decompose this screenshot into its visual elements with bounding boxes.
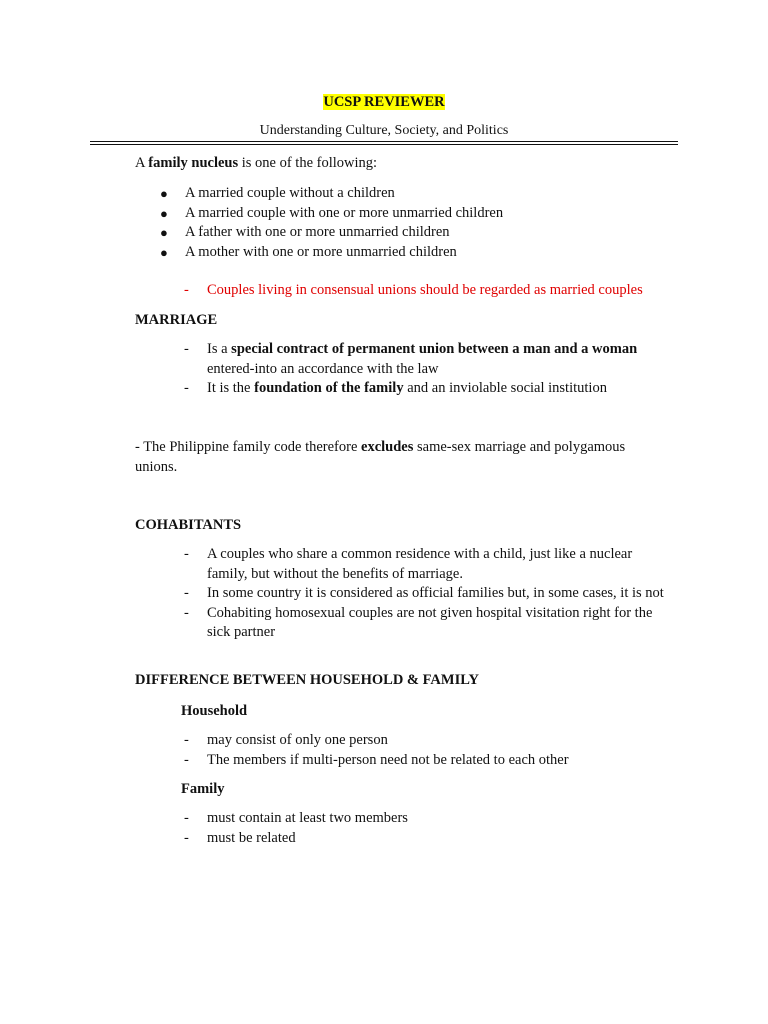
list-item-text: In some country it is considered as official families but, in some cases, it is not	[207, 585, 664, 601]
bullet-icon: ●	[160, 205, 168, 221]
intro-suffix: is one of the following:	[238, 155, 378, 171]
list-item	[182, 281, 682, 301]
list-item	[182, 340, 672, 379]
document-subtitle: Understanding Culture, Society, and Politics	[259, 123, 509, 138]
list-item-text: A mother with one or more unmarried children	[185, 243, 457, 260]
list-item	[182, 751, 672, 771]
list-item	[182, 379, 672, 399]
dash-icon: -	[184, 341, 189, 357]
list-item	[182, 584, 672, 604]
list-item	[182, 604, 672, 643]
dash-icon: -	[184, 732, 189, 748]
consensual-note-text: Couples living in consensual unions should be regarded as married couples	[207, 282, 643, 298]
bullet-icon: ●	[160, 225, 168, 240]
list-item-text: Cohabiting homosexual couples are not given hospital visitation right for the sick partner	[207, 604, 653, 640]
list-item-text: A couples who share a common residence with a child, just like a nuclear family, but without the benefits of marriage.	[207, 546, 633, 582]
family-list	[182, 809, 672, 848]
list-item-text: must be related	[207, 829, 296, 846]
household-heading: Household	[181, 703, 248, 719]
list-item	[160, 204, 680, 224]
marriage-item2-bold: foundation of the family	[254, 380, 404, 396]
list-item-text: The members if multi-person need not be related to each other	[207, 751, 569, 768]
bullet-icon: ●	[160, 186, 168, 201]
marriage-item2-prefix: It is the	[207, 380, 255, 396]
dash-icon: -	[184, 604, 189, 621]
header-rule-bottom	[90, 144, 678, 145]
marriage-item1-suffix: entered-into an accordance with the law	[207, 360, 439, 377]
title-wrap	[0, 93, 768, 113]
list-item	[182, 545, 672, 584]
dash-icon: -	[184, 282, 189, 298]
marriage-heading: MARRIAGE	[135, 312, 218, 328]
document-title: UCSP REVIEWER	[323, 94, 445, 110]
list-item-text: A father with one or more unmarried children	[185, 224, 450, 240]
list-item	[182, 809, 672, 829]
marriage-item2-suffix: and an inviolable social institution	[403, 380, 607, 396]
note-suffix: same-sex marriage and polygamous unions.	[135, 439, 626, 475]
list-item-text: A married couple without a children	[185, 185, 395, 201]
family-heading: Family	[181, 781, 225, 797]
dash-icon: -	[184, 829, 189, 846]
cohabitants-heading: COHABITANTS	[135, 517, 242, 533]
list-item-text: A married couple with one or more unmarried children	[185, 204, 504, 221]
list-item-text: may consist of only one person	[207, 732, 388, 748]
list-item	[182, 829, 672, 849]
list-item	[160, 184, 680, 204]
marriage-item1-prefix: Is a	[207, 341, 232, 357]
dash-icon: -	[184, 546, 189, 562]
list-item-text: must contain at least two members	[207, 810, 408, 826]
family-code-note	[135, 438, 665, 477]
list-item	[160, 223, 680, 243]
dash-icon: -	[184, 810, 189, 826]
dash-icon: -	[184, 751, 189, 768]
header-rule-top	[90, 141, 678, 142]
intro-paragraph	[135, 154, 675, 174]
cohabitants-list	[182, 545, 672, 643]
difference-heading: DIFFERENCE BETWEEN HOUSEHOLD & FAMILY	[135, 672, 480, 688]
note-prefix: - The Philippine family code therefore	[135, 439, 362, 455]
household-list	[182, 731, 672, 770]
bullet-icon: ●	[160, 244, 168, 260]
consensual-note	[182, 281, 682, 301]
intro-term: family nucleus	[148, 155, 239, 171]
list-item	[160, 243, 680, 263]
list-item	[182, 731, 672, 751]
dash-icon: -	[184, 585, 189, 601]
intro-prefix: A	[135, 155, 149, 171]
note-bold: excludes	[361, 439, 414, 455]
dash-icon: -	[184, 380, 189, 396]
marriage-item1-bold: special contract of permanent union between a man and a woman	[231, 341, 638, 357]
nucleus-list	[160, 184, 680, 262]
marriage-list	[182, 340, 672, 399]
